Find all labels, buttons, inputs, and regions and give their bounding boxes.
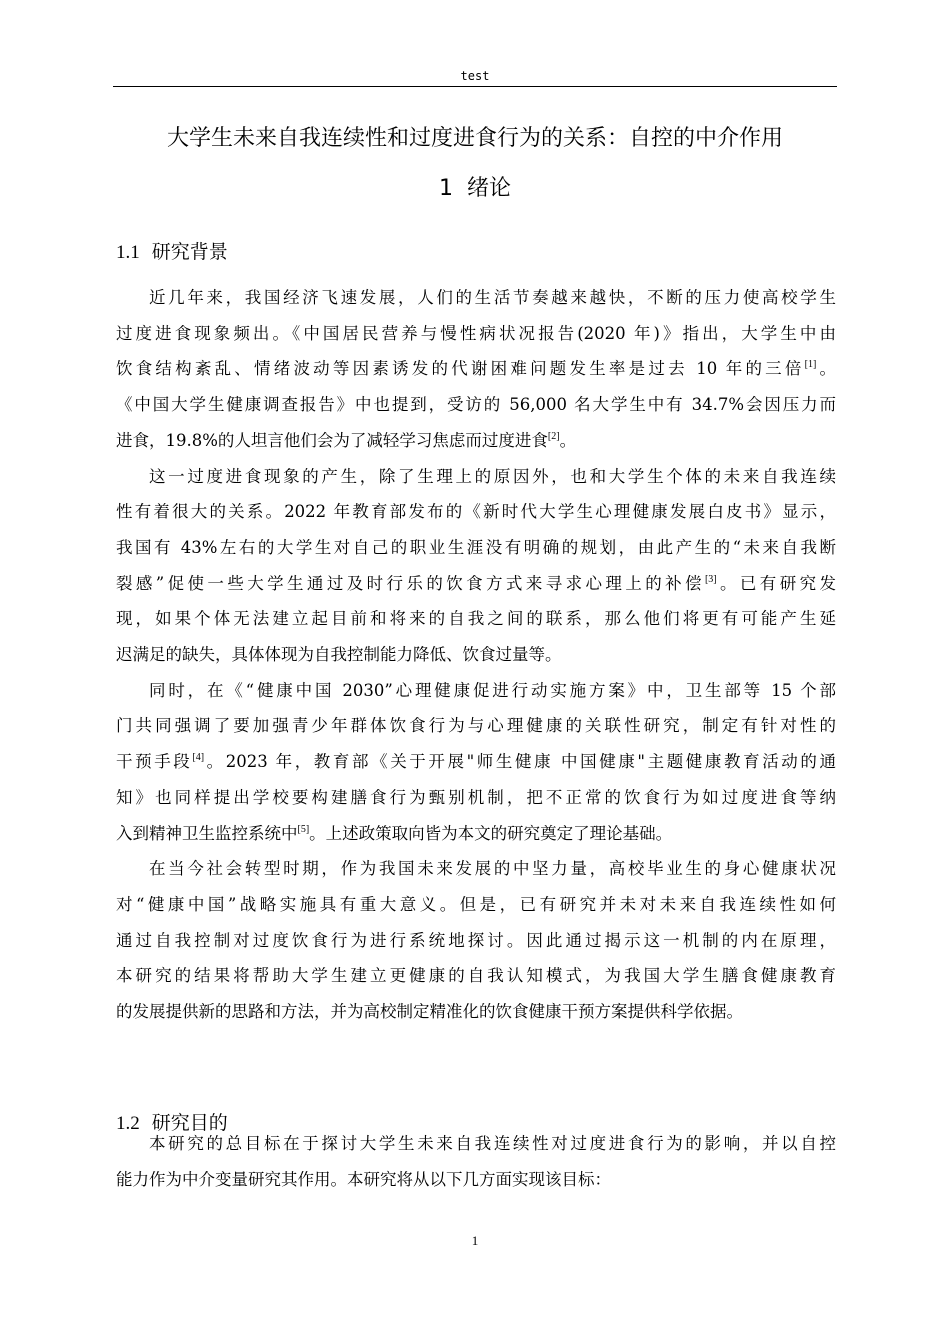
paragraph-line — [116, 392, 836, 418]
paragraph-line — [116, 1167, 611, 1193]
paragraph-first-line — [149, 678, 836, 704]
body-text: 知》也同样提出学校要构建膳食行为甄别机制，把不正常的饮食行为如过度进食等纳 — [116, 787, 836, 807]
body-text: 进食，19.8%的人坦言他们会为了减轻学习焦虑而过度进食 — [116, 430, 548, 450]
body-text: 过度进食现象频出。《中国居民营养与慢性病状况报告(2020 年)》指出，大学生中由 — [116, 323, 836, 343]
paragraph-line — [116, 928, 836, 954]
paragraph-first-line — [149, 1131, 836, 1157]
citation-marker: [4] — [192, 752, 205, 764]
chapter-number: 1 — [438, 176, 453, 201]
paragraph-line — [116, 892, 836, 918]
paragraph-line — [116, 749, 836, 775]
paragraph-first-line — [149, 285, 836, 311]
paragraph-line — [116, 535, 836, 561]
document-title: 大学生未来自我连续性和过度进食行为的关系：自控的中介作用 — [166, 126, 783, 151]
header-rule — [113, 86, 837, 87]
paragraph-line — [116, 499, 836, 525]
body-text: 。 — [559, 430, 577, 450]
citation-marker: [1] — [804, 359, 817, 371]
body-text: 性有着很大的关系。2022 年教育部发布的《新时代大学生心理健康发展白皮书》显示， — [116, 502, 836, 522]
body-text: 本研究的结果将帮助大学生建立更健康的自我认知模式，为我国大学生膳食健康教育 — [116, 966, 836, 986]
section-number: 1.2 — [116, 1113, 140, 1134]
body-text: 饮食结构紊乱、情绪波动等因素诱发的代谢困难问题发生率是过去 10 年的三倍 — [116, 359, 805, 379]
citation-marker: [2] — [547, 430, 560, 442]
section-title: 研究背景 — [151, 241, 228, 263]
chapter-heading — [113, 171, 837, 207]
body-text: 本研究的总目标在于探讨大学生未来自我连续性对过度进食行为的影响，并以自控 — [149, 1134, 836, 1153]
body-text: 的发展提供新的思路和方法，并为高校制定精准化的饮食健康干预方案提供科学依据。 — [116, 1002, 743, 1021]
paragraph-first-line — [149, 464, 836, 490]
body-text: 。上述政策取向皆为本文的研究奠定了理论基础。 — [309, 823, 673, 843]
body-text: 迟满足的缺失，具体体现为自我控制能力降低、饮食过量等。 — [116, 645, 562, 664]
paragraph-line — [116, 606, 836, 632]
running-header: test — [460, 69, 490, 83]
body-text: 。 — [816, 359, 836, 379]
paragraph-line — [116, 821, 672, 847]
body-text: 干预手段 — [116, 752, 193, 772]
section-title: 研究目的 — [151, 1112, 228, 1134]
section-heading-1-1 — [116, 237, 228, 268]
body-text: 。已有研究发 — [716, 573, 837, 593]
paragraph-line — [116, 356, 836, 382]
paragraph-line — [116, 999, 743, 1025]
body-text: 同时，在《“健康中国 2030”心理健康促进行动实施方案》中，卫生部等 15 个部 — [149, 680, 836, 700]
body-text: 这一过度进食现象的产生，除了生理上的原因外，也和大学生个体的未来自我连续 — [149, 466, 836, 486]
citation-marker: [5] — [297, 823, 310, 835]
page-number: 1 — [471, 1233, 479, 1248]
paragraph-line — [116, 428, 576, 454]
body-text: 通过自我控制对过度饮食行为进行系统地探讨。因此通过揭示这一机制的内在原理， — [116, 930, 836, 950]
body-text: 门共同强调了要加强青少年群体饮食行为与心理健康的关联性研究，制定有针对性的 — [116, 716, 836, 736]
body-text: 近几年来，我国经济飞速发展，人们的生活节奏越来越快，不断的压力使高校学生 — [149, 288, 836, 307]
section-number: 1.1 — [116, 242, 140, 263]
paragraph-line — [116, 642, 562, 668]
body-text: 《中国大学生健康调查报告》中也提到，受访的 56,000 名大学生中有 34.7%会因压力而 — [116, 395, 836, 415]
paragraph-line — [116, 963, 836, 989]
body-text: 对“健康中国”战略实施具有重大意义。但是，已有研究并未对未来自我连续性如何 — [116, 894, 836, 914]
chapter-title: 绪论 — [466, 176, 511, 201]
body-text: 在当今社会转型时期，作为我国未来发展的中坚力量，高校毕业生的身心健康状况 — [149, 859, 836, 879]
paragraph-line — [116, 321, 836, 347]
body-text: 现，如果个体无法建立起目前和将来的自我之间的联系，那么他们将更有可能产生延 — [116, 609, 836, 629]
paragraph-line — [116, 571, 836, 597]
body-text: 入到精神卫生监控系统中 — [116, 823, 298, 843]
body-text: 我国有 43%左右的大学生对自己的职业生涯没有明确的规划，由此产生的“未来自我断 — [116, 537, 836, 557]
citation-marker: [3] — [704, 573, 717, 585]
body-text: 裂感”促使一些大学生通过及时行乐的饮食方式来寻求心理上的补偿 — [116, 573, 705, 593]
paragraph-first-line — [149, 856, 836, 882]
paragraph-line — [116, 785, 836, 811]
body-text: 能力作为中介变量研究其作用。本研究将从以下几方面实现该目标： — [116, 1169, 611, 1189]
paragraph-line — [116, 713, 836, 739]
body-text: 。2023 年，教育部《关于开展"师生健康 中国健康"主题健康教育活动的通 — [204, 752, 836, 772]
